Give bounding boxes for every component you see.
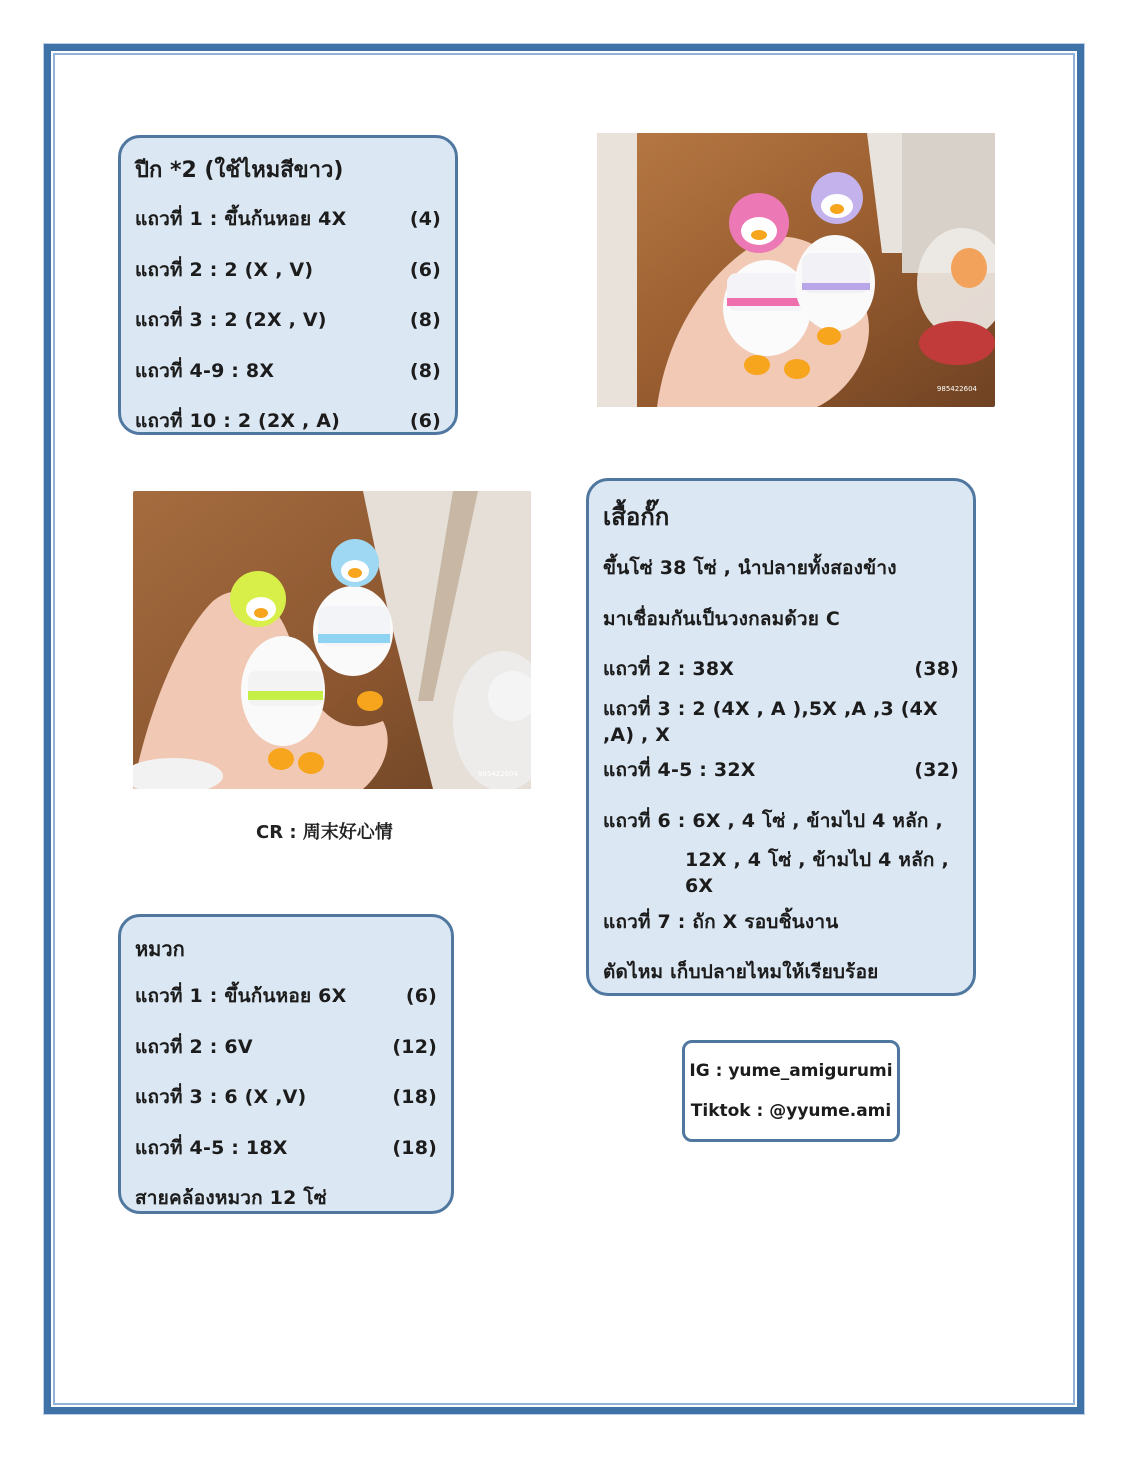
pattern-row: แถวที่ 4-5 : 18X (18) — [135, 1136, 437, 1159]
hat-title: หมวก — [135, 937, 185, 961]
svg-text:985422604: 985422604 — [477, 770, 518, 778]
duck-photo-green-blue — [133, 491, 531, 789]
vest-pattern-box — [586, 478, 976, 996]
pattern-row: สายคล้องหมวก 12 โซ่ — [135, 1187, 327, 1210]
duck-photo-pink-lavender — [597, 133, 995, 407]
pattern-row: แถวที่ 2 : 2 (X , V) (6) — [135, 258, 441, 281]
beak-title: ปีก *2 (ใช้ไหมสีขาว) — [135, 158, 344, 183]
pattern-row: แถวที่ 1 : ขึ้นก้นหอย 6X (6) — [135, 985, 437, 1008]
pattern-row: แถวที่ 3 : 2 (4X , A ),5X ,A ,3 (4X ,A) , X — [603, 697, 938, 746]
pattern-row: 12X , 4 โซ่ , ข้ามไป 4 หลัก , 6X — [685, 849, 949, 898]
pattern-row: มาเชื่อมกันเป็นวงกลมด้วย C — [603, 607, 841, 630]
pattern-row: ขึ้นโซ่ 38 โซ่ , นำปลายทั้งสองข้าง — [603, 557, 897, 580]
social-links-box — [682, 1040, 900, 1142]
pattern-row: แถวที่ 4-5 : 32X (32) — [603, 759, 959, 782]
pattern-row: แถวที่ 1 : ขึ้นก้นหอย 4X (4) — [135, 208, 441, 231]
pattern-row: แถวที่ 2 : 6V (12) — [135, 1035, 437, 1058]
credit-caption: CR : 周末好心情 — [256, 822, 393, 843]
pattern-row: แถวที่ 2 : 38X (38) — [603, 658, 959, 681]
pattern-row: แถวที่ 7 : ถัก X รอบชิ้นงาน — [603, 910, 839, 933]
instagram-handle: IG : yume_amigurumi — [689, 1061, 893, 1081]
pattern-row: แถวที่ 10 : 2 (2X , A) (6) — [135, 410, 441, 433]
tiktok-handle: Tiktok : @yyume.ami — [690, 1101, 892, 1121]
pattern-row: แถวที่ 4-9 : 8X (8) — [135, 359, 441, 382]
beak-pattern-box — [118, 135, 458, 435]
pattern-row: แถวที่ 6 : 6X , 4 โซ่ , ข้ามไป 4 หลัก , — [603, 809, 943, 832]
svg-text:985422604: 985422604 — [936, 385, 977, 393]
pattern-row: ตัดไหม เก็บปลายไหมให้เรียบร้อย — [603, 961, 879, 984]
vest-title: เสื้อกั๊ก — [603, 503, 670, 531]
hat-pattern-box — [118, 914, 454, 1214]
pattern-row: แถวที่ 3 : 2 (2X , V) (8) — [135, 309, 441, 332]
pattern-row: แถวที่ 3 : 6 (X ,V) (18) — [135, 1086, 437, 1109]
